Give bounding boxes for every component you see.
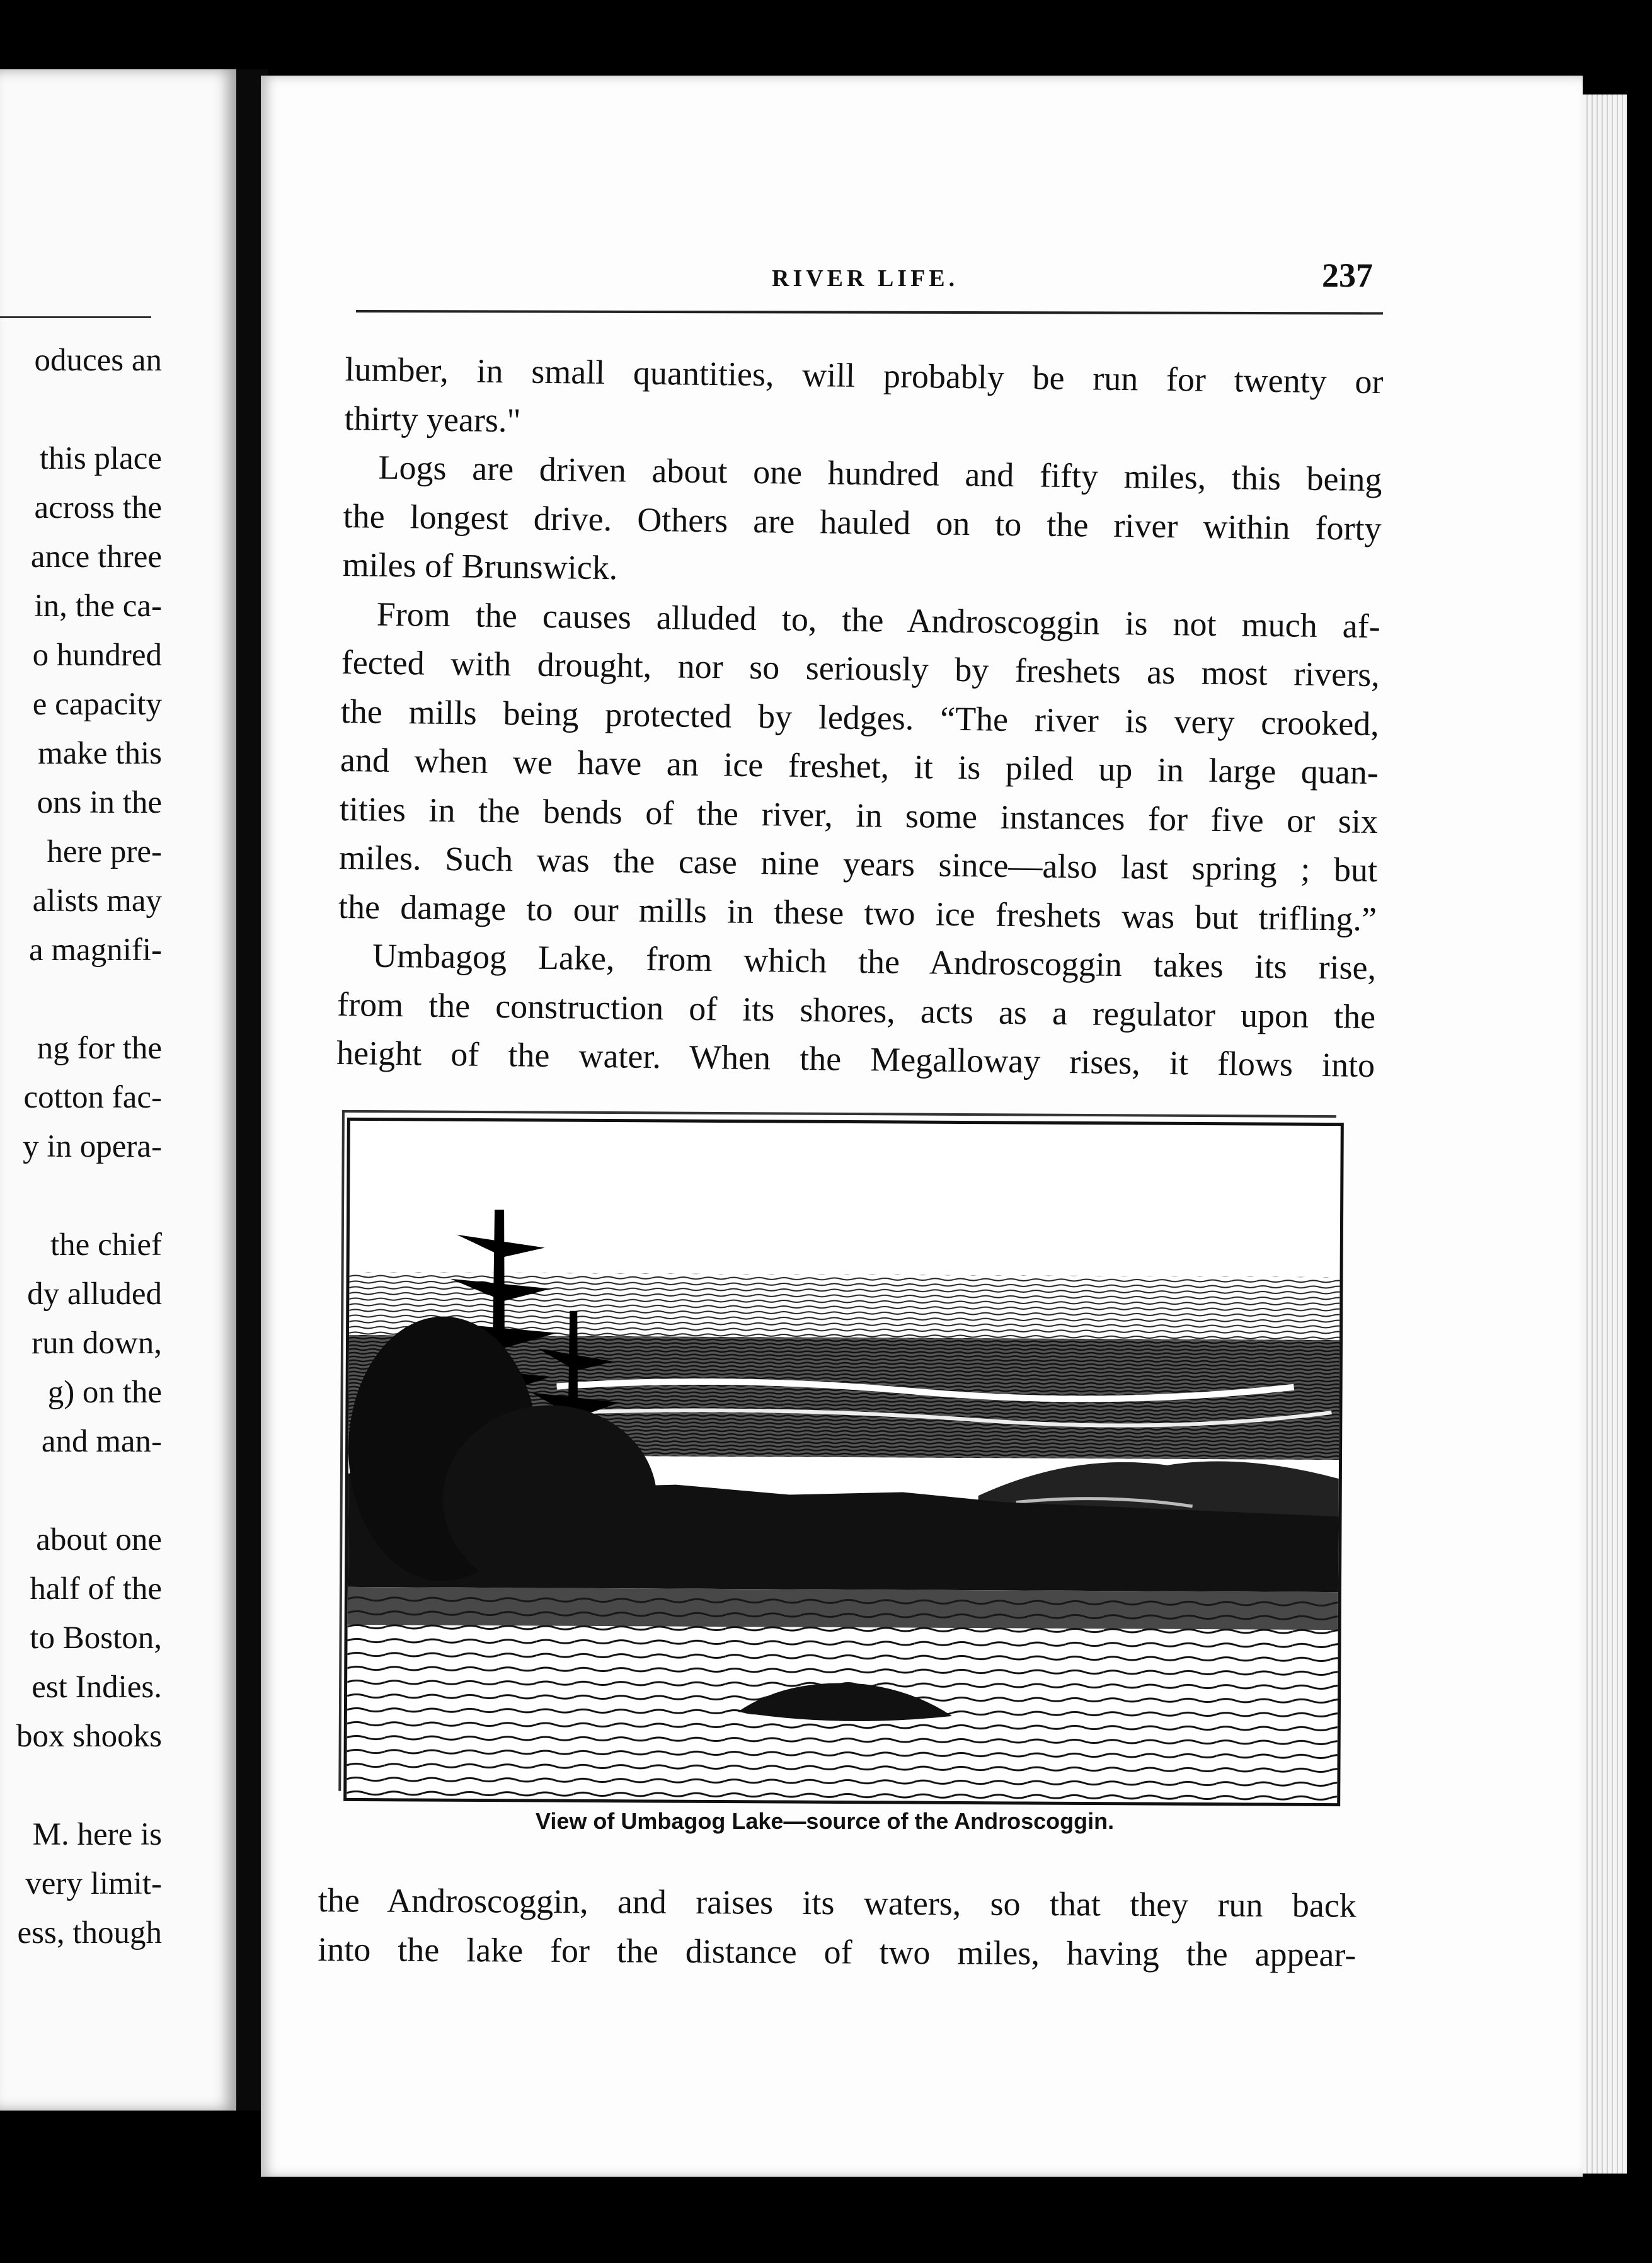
figure-caption: View of Umbagog Lake—source of the Androscoggin.	[536, 1808, 1115, 1834]
left-page-line: M. here is	[32, 1817, 162, 1852]
left-page-line: est Indies.	[32, 1670, 162, 1705]
left-page-line: ons in the	[37, 785, 162, 820]
body-text	[336, 345, 1384, 1091]
body-line: the longest drive. Others are hauled on to the river within forty	[343, 496, 1382, 547]
engraving-illustration	[347, 1121, 1341, 1803]
left-page-line: e capacity	[32, 687, 162, 722]
left-page-rule	[0, 316, 151, 318]
body-line: from the construction of its shores, acts as a regulator upon the	[336, 985, 1376, 1036]
body-line: Logs are driven about one hundred and fifty miles, this being	[378, 448, 1382, 499]
left-page-line: half of the	[30, 1571, 162, 1607]
body-line: thirty years."	[344, 399, 521, 439]
left-page-line: y in opera-	[23, 1129, 162, 1164]
closing-line: into the lake for the distance of two miles, having the appear-	[318, 1930, 1357, 1974]
body-line: Umbagog Lake, from which the Androscoggin takes its rise,	[372, 936, 1377, 987]
body-line: miles. Such was the case nine years since—also last spring ; but	[338, 838, 1378, 890]
left-page-line: the chief	[50, 1227, 162, 1263]
left-page-line: ance three	[30, 539, 162, 575]
left-page-line: to Boston,	[30, 1620, 162, 1656]
body-line: tities in the bends of the river, in some instances for five or six	[339, 789, 1379, 840]
body-line: the mills being protected by ledges. “The river is very crooked,	[340, 692, 1380, 743]
left-page-line: in, the ca-	[34, 588, 162, 624]
body-line: miles of Brunswick.	[342, 545, 618, 587]
umbagog-lake-engraving	[343, 1118, 1344, 1806]
left-facing-page	[0, 69, 236, 2111]
left-page-line: very limit-	[25, 1866, 162, 1901]
page-edges	[1583, 95, 1627, 2174]
left-page-line: ess, though	[17, 1915, 162, 1951]
left-page-line: box shooks	[16, 1719, 162, 1754]
closing-text	[318, 1876, 1357, 1979]
left-page-line: across the	[34, 490, 162, 525]
left-page-line: o hundred	[32, 638, 162, 673]
left-page-line: make this	[38, 736, 162, 771]
body-line: the damage to our mills in these two ice freshets was but trifling.”	[338, 887, 1377, 938]
body-line: fected with drought, nor so seriously by freshets as most rivers,	[341, 643, 1380, 694]
left-page-line: a magnifi-	[29, 932, 162, 968]
left-page-line: oduces an	[34, 343, 162, 378]
body-line: From the causes alluded to, the Androscoggin is not much af-	[376, 595, 1381, 645]
closing-line: the Androscoggin, and raises its waters, so that they run back	[318, 1881, 1357, 1925]
left-page-line: about one	[36, 1522, 162, 1557]
body-line: height of the water. When the Megalloway rises, it flows into	[336, 1033, 1375, 1085]
left-page-line: this place	[39, 441, 162, 476]
left-page-line: cotton fac-	[23, 1080, 162, 1115]
left-page-line: alists may	[32, 883, 162, 919]
running-head: RIVER LIFE.	[772, 265, 959, 292]
left-page-line: dy alluded	[27, 1276, 162, 1312]
body-line: and when we have an ice freshet, it is piled up in large quan-	[340, 740, 1379, 792]
left-page-line: and man-	[41, 1424, 162, 1459]
page-number: 237	[1322, 256, 1373, 294]
left-page-line: ng for the	[37, 1031, 162, 1066]
left-page-line: run down,	[32, 1326, 162, 1361]
left-page-line: here pre-	[47, 834, 162, 869]
body-line: lumber, in small quantities, will probably be run for twenty or	[345, 350, 1384, 401]
left-page-line: g) on the	[47, 1375, 162, 1410]
